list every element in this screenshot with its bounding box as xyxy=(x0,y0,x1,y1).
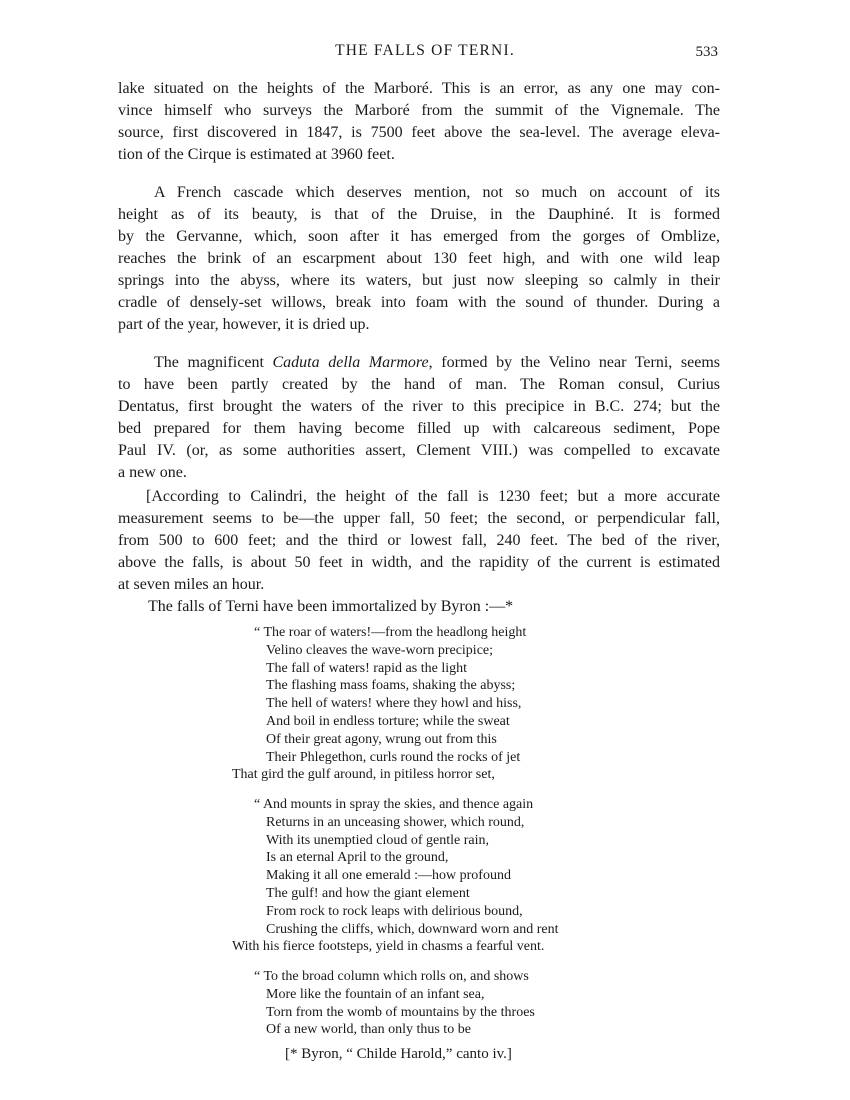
poem-line: With his fierce footsteps, yield in chasms a fearful vent. xyxy=(232,939,545,955)
text-line: part of the year, however, it is dried up. xyxy=(118,316,370,333)
text-line: lake situated on the heights of the Marboré. This is an error, as any one may con- xyxy=(118,80,720,97)
text-line: a new one. xyxy=(118,464,187,481)
footnote: [* Byron, “ Childe Harold,” canto iv.] xyxy=(285,1046,512,1062)
paragraph-byron-intro xyxy=(118,596,720,618)
poem-line: “ To the broad column which rolls on, and shows xyxy=(254,969,529,984)
poem-stanza-3 xyxy=(232,968,652,1039)
text-line: by the Gervanne, which, soon after it has emerged from the gorges of Omblize, xyxy=(118,228,720,245)
poem-stanza-2 xyxy=(232,796,652,956)
poem-line: From rock to rock leaps with delirious bound, xyxy=(266,903,523,919)
poem-line: Their Phlegethon, curls round the rocks of jet xyxy=(266,749,521,765)
poem-line: The flashing mass foams, shaking the abyss; xyxy=(266,678,516,694)
text-line: The falls of Terni have been immortalized by Byron :—* xyxy=(148,598,514,615)
italic-title: Caduta della Marmore xyxy=(272,354,429,371)
poem-line: Of a new world, than only thus to be xyxy=(266,1022,471,1038)
poem-line: “ And mounts in spray the skies, and thence again xyxy=(254,797,534,812)
poem-line: The gulf! and how the giant element xyxy=(266,885,470,901)
poem-line: Of their great agony, wrung out from this xyxy=(266,731,497,747)
poem-line: The fall of waters! rapid as the light xyxy=(266,660,467,676)
text-line: vince himself who surveys the Marboré from the summit of the Vignemale. The xyxy=(118,102,720,119)
paragraph-druise xyxy=(118,182,720,336)
text-line: to have been partly created by the hand of man. The Roman consul, Curius xyxy=(118,376,720,393)
text-line: tion of the Cirque is estimated at 3960 feet. xyxy=(118,146,395,163)
running-header-title: THE FALLS OF TERNI. xyxy=(335,42,515,59)
poem-line: Making it all one emerald :—how profound xyxy=(266,868,511,884)
text-line: at seven miles an hour. xyxy=(118,576,265,593)
text-line: source, first discovered in 1847, is 7500 feet above the sea-level. The average eleva- xyxy=(118,124,720,141)
poem-line: That gird the gulf around, in pitiless horror set, xyxy=(232,767,495,783)
poem-line: Is an eternal April to the ground, xyxy=(266,850,449,866)
text-line: measurement seems to be—the upper fall, 50 feet; the second, or perpendicular fall, xyxy=(118,510,720,527)
poem-line: More like the fountain of an infant sea, xyxy=(266,986,485,1002)
text-line: height as of its beauty, is that of the Druise, in the Dauphiné. It is formed xyxy=(118,206,720,223)
poem-line: And boil in endless torture; while the sweat xyxy=(266,713,510,729)
poem-line: “ The roar of waters!—from the headlong height xyxy=(254,625,527,640)
poem-line: Torn from the womb of mountains by the throes xyxy=(266,1004,535,1020)
text-line: [According to Calindri, the height of the fall is 1230 feet; but a more accurate xyxy=(146,488,720,505)
poem-stanza-1 xyxy=(232,624,652,784)
text-line: above the falls, is about 50 feet in width, and the rapidity of the current is estimated xyxy=(118,554,720,571)
text-line: A French cascade which deserves mention, not so much on account of its xyxy=(154,184,720,201)
poem-line: The hell of waters! where they howl and hiss, xyxy=(266,696,522,712)
text-line: Dentatus, first brought the waters of the river to this precipice in B.C. 274; but the xyxy=(118,398,720,415)
poem-line: Velino cleaves the wave-worn precipice; xyxy=(266,642,494,658)
page-number: 533 xyxy=(695,44,718,60)
text-line: bed prepared for them having become filled up with calcareous sediment, Pope xyxy=(118,420,720,437)
text-line: reaches the brink of an escarpment about 130 feet high, and with one wild leap xyxy=(118,250,720,267)
text-line: The magnificent Caduta della Marmore, formed by the Velino near Terni, seems xyxy=(154,354,720,371)
text-line: cradle of densely-set willows, break into foam with the sound of thunder. During a xyxy=(118,294,720,311)
text-line: springs into the abyss, where its waters, but just now sleeping so calmly in their xyxy=(118,272,720,289)
poem-line: Crushing the cliffs, which, downward worn and rent xyxy=(266,921,559,937)
text-line: Paul IV. (or, as some authorities assert, Clement VIII.) was compelled to excavate xyxy=(118,442,720,459)
paragraph-marbore xyxy=(118,78,720,166)
paragraph-calindri xyxy=(118,486,720,596)
body-text xyxy=(118,78,720,618)
poem-line: With its unemptied cloud of gentle rain, xyxy=(266,832,489,848)
paragraph-caduta xyxy=(118,352,720,484)
poem-line: Returns in an unceasing shower, which round, xyxy=(266,814,525,830)
text-line: from 500 to 600 feet; and the third or lowest fall, 240 feet. The bed of the river, xyxy=(118,532,720,549)
